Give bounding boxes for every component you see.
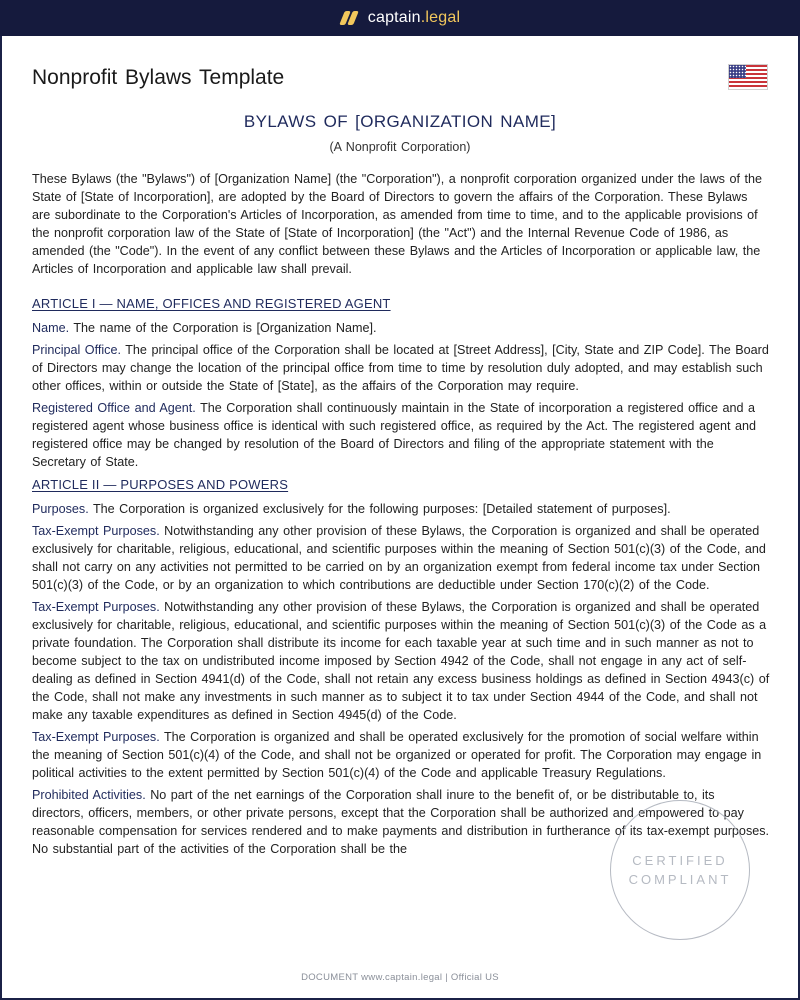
purposes-clause	[32, 500, 770, 518]
tax-exempt-text-2: Notwithstanding any other provision of these Bylaws, the Corporation is organized and shall be operated exclusively for charitable, religious, educational, and scientific purposes within the meaning of Section 501(c)(3) of the Code as a private foundation. The Corporation shall distribute its income for each taxable year at such time and in such manner as not to become subject to the tax on undistributed income imposed by Section 4942 of the Code, shall not engage in any act of self-dealing as defined in Section 4941(d) of the Code, shall not retain any excess business holdings as defined in Section 4943(c) of the Code, shall not make any investments in such manner as to subject it to tax under Section 4944 of the Code, and shall not make any taxable expenditures as defined in Section 4945(d) of the Code.	[32, 600, 770, 722]
prohibited-activities-text: No part of the net earnings of the Corporation shall inure to the benefit of, or be distributable to, its directors, officers, members, or other private persons, except that the Corporation shall be authorized and empowered to pay reasonable compensation for services rendered and to make payments and distribution in furtherance of its tax-exempt purposes. No substantial part of the activities of the Corporation shall be the	[32, 788, 770, 856]
tax-exempt-clause-3	[32, 728, 770, 782]
captain-legal-logo-icon	[340, 10, 358, 26]
us-flag-icon	[728, 64, 768, 90]
principal-office-term: Principal Office.	[32, 343, 121, 357]
prohibited-activities-term: Prohibited Activities.	[32, 788, 146, 802]
tax-exempt-term-3: Tax-Exempt Purposes.	[32, 730, 160, 744]
principal-office-clause	[32, 341, 770, 395]
intro-paragraph: These Bylaws (the "Bylaws") of [Organization Name] (the "Corporation"), a nonprofit corporation organized under the laws of the State of [State of Incorporation], are adopted by the Board of Directors to govern the affairs of the Corporation. These Bylaws are subordinate to the Corporation's Articles of Incorporation, as amended from time to time, and to the applicable provisions of the nonprofit corporation law of the State of [State of Incorporation] (the "Act") and the Internal Revenue Code of 1986, as amended (the "Code"). In the event of any conflict between these Bylaws and the Articles of Incorporation or applicable law, the Articles of Incorporation and applicable law shall prevail.	[32, 172, 762, 276]
document-page	[2, 36, 798, 998]
stamp-line-2: COMPLIANT	[628, 872, 732, 887]
brand-name-text: captain	[367, 9, 421, 26]
tax-exempt-clause-2	[32, 598, 770, 724]
article-1-title: ARTICLE I — NAME, OFFICES AND REGISTERED AGENT	[32, 296, 391, 311]
flag-canton	[729, 65, 746, 78]
brand-name[interactable]	[368, 9, 460, 27]
tax-exempt-text-1: Notwithstanding any other provision of these Bylaws, the Corporation is organized and shall be operated exclusively for charitable, religious, educational, and scientific purposes within the meaning of Section 501(c)(3) of the Code, and shall not carry on any activities not permitted to be carried on by an organization exempt from federal income tax under Section 501(c)(3) of the Code, or by an organization to which contributions are deductible under Section 170(c)(2) of the Code.	[32, 524, 766, 592]
purposes-text: The Corporation is organized exclusively for the following purposes: [Detailed statement of purposes].	[88, 502, 671, 516]
prohibited-activities-clause	[32, 786, 770, 858]
stamp-line-1: CERTIFIED	[632, 853, 728, 868]
page-footer: DOCUMENT www.captain.legal | Official US	[301, 972, 499, 983]
tax-exempt-clause-1	[32, 522, 770, 594]
registered-agent-clause	[32, 399, 770, 471]
tax-exempt-term-2: Tax-Exempt Purposes.	[32, 600, 160, 614]
bylaws-subheading: (A Nonprofit Corporation)	[329, 140, 471, 154]
principal-office-text: The principal office of the Corporation shall be located at [Street Address], [City, State and ZIP Code]. The Board of Directors may change the location of the principal office from time to time by resolution duly adopted, and may establish such other offices, within or outside the State of [State], as the affairs of the Corporation may require.	[32, 343, 769, 393]
purposes-term: Purposes.	[32, 502, 89, 516]
document-body	[32, 170, 770, 862]
bylaws-heading: BYLAWS OF [ORGANIZATION NAME]	[243, 112, 557, 131]
article-2-title: ARTICLE II — PURPOSES AND POWERS	[32, 477, 289, 492]
tax-exempt-term-1: Tax-Exempt Purposes.	[32, 524, 160, 538]
registered-agent-term: Registered Office and Agent.	[32, 401, 196, 415]
brand-tld: .legal	[420, 9, 461, 26]
name-term: Name.	[32, 321, 70, 335]
name-clause	[32, 319, 770, 337]
top-bar	[0, 0, 800, 36]
name-text: The name of the Corporation is [Organization Name].	[69, 321, 377, 335]
registered-agent-text: The Corporation shall continuously maintain in the State of incorporation a registered office and a registered agent whose business office is identical with such registered office, as required by the Act. The registered agent and registered office may be changed by resolution of the Board of Directors and filing of the appropriate statement with the Secretary of State.	[32, 401, 756, 469]
page-title: Nonprofit Bylaws Template	[32, 66, 285, 89]
tax-exempt-text-3: The Corporation is organized and shall be operated exclusively for the promotion of social welfare within the meaning of Section 501(c)(4) of the Code, and shall not be organized or operated for profit. The Corporation may engage in political activities to the extent permitted by Section 501(c)(4) of the Code and applicable Treasury Regulations.	[32, 730, 762, 780]
